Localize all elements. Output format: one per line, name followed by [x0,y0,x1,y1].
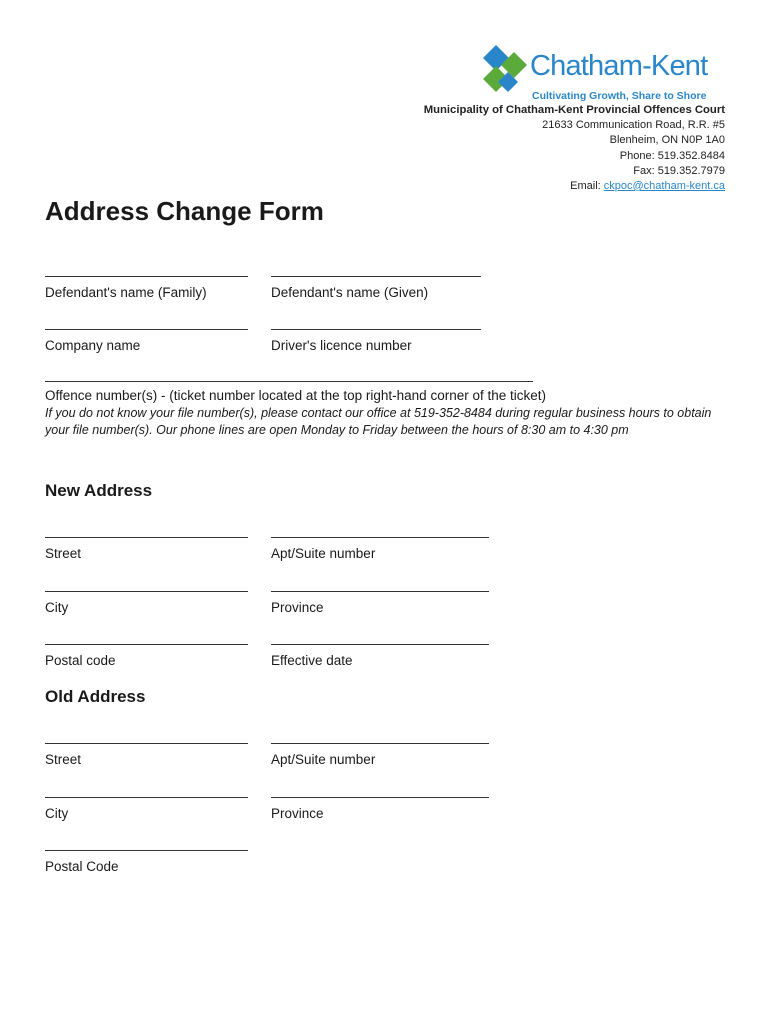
new-postal-line[interactable] [45,644,248,645]
effective-date-field[interactable] [271,644,489,668]
old-province-line[interactable] [271,797,489,798]
court-fax: Fax: 519.352.7979 [633,164,725,177]
new-city-field[interactable] [45,591,248,615]
email-link[interactable]: ckpoc@chatham-kent.ca [603,180,725,193]
old-apt-label: Apt/Suite number [271,752,376,767]
licence-line[interactable] [271,329,481,330]
effective-date-label: Effective date [271,653,353,668]
old-street-label: Street [45,752,82,767]
old-street-field[interactable] [45,743,248,767]
old-province-label: Province [271,806,324,821]
new-province-field[interactable] [271,591,489,615]
court-address: 21633 Communication Road, R.R. #5 [542,119,725,132]
defendant-given-label: Defendant's name (Given) [271,285,429,300]
company-line[interactable] [45,329,248,330]
company-field[interactable] [45,329,248,353]
new-street-label: Street [45,546,82,561]
effective-date-line[interactable] [271,644,489,645]
old-apt-field[interactable] [271,743,489,767]
court-phone: Phone: 519.352.8484 [619,149,725,162]
defendant-family-field[interactable] [45,276,248,300]
court-email-row [424,179,725,194]
defendant-given-field[interactable] [271,276,481,300]
new-street-line[interactable] [45,537,248,538]
new-apt-label: Apt/Suite number [271,546,376,561]
old-province-field[interactable] [271,797,489,821]
new-street-field[interactable] [45,537,248,561]
new-city-label: City [45,600,69,615]
diamond-logo-icon [482,44,528,94]
defendant-given-line[interactable] [271,276,481,277]
old-postal-line[interactable] [45,850,248,851]
old-street-line[interactable] [45,743,248,744]
new-apt-line[interactable] [271,537,489,538]
new-address-title: New Address [45,481,153,500]
new-province-line[interactable] [271,591,489,592]
brand-tagline: Cultivating Growth, Share to Shore [532,90,707,102]
court-name: Municipality of Chatham-Kent Provincial Offences Court [423,104,725,116]
offence-note: If you do not know your file number(s), please contact our office at 519-352-8484 during regular business hours to obtain your file number(s). Our phone lines are open Monday to Friday between the hours of 8:30 am to 4:30 pm [45,406,712,437]
old-city-line[interactable] [45,797,248,798]
old-address-title: Old Address [45,687,146,706]
licence-field[interactable] [271,329,481,353]
offence-line[interactable] [45,381,533,382]
new-city-line[interactable] [45,591,248,592]
old-postal-label: Postal Code [45,859,119,874]
brand-name: Chatham-Kent [530,50,708,82]
defendant-family-line[interactable] [45,276,248,277]
offence-label: Offence number(s) - (ticket number located at the top right-hand corner of the ticket) [45,388,546,403]
old-city-field[interactable] [45,797,248,821]
old-apt-line[interactable] [271,743,489,744]
new-apt-field[interactable] [271,537,489,561]
new-postal-field[interactable] [45,644,248,668]
form-title: Address Change Form [45,196,324,226]
court-contact-block [424,103,725,194]
defendant-family-label: Defendant's name (Family) [45,285,207,300]
licence-label: Driver's licence number [271,338,412,353]
email-label: Email: [570,180,604,193]
new-province-label: Province [271,600,324,615]
court-city: Blenheim, ON N0P 1A0 [609,134,725,147]
new-postal-label: Postal code [45,653,116,668]
company-label: Company name [45,338,141,353]
old-city-label: City [45,806,69,821]
old-postal-field[interactable] [45,850,248,874]
offence-field[interactable] [45,381,735,439]
chatham-kent-logo [482,44,732,104]
